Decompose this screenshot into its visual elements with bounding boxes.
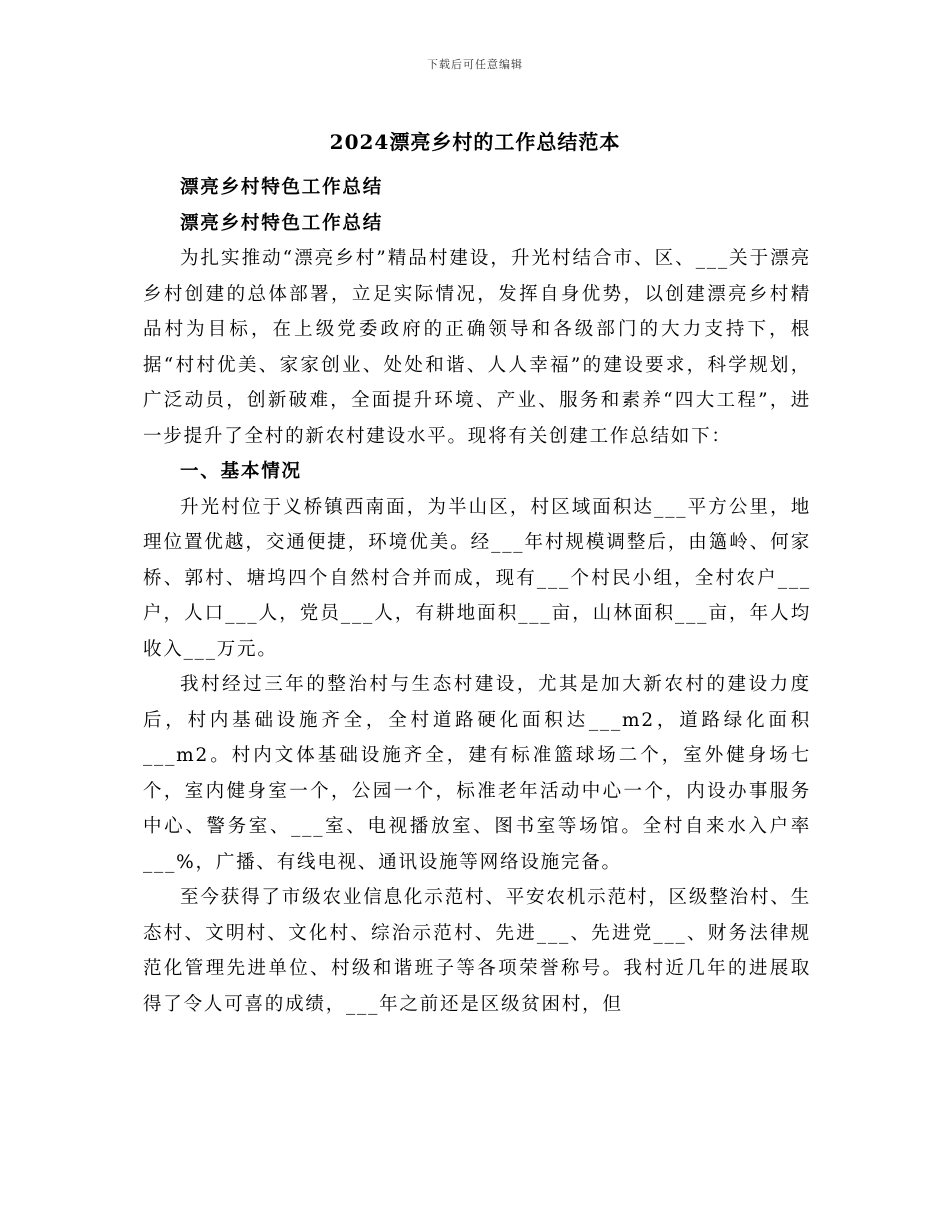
page-header-note: 下载后可任意编辑	[427, 58, 523, 71]
paragraph-infrastructure: 我村经过三年的整治村与生态村建设，尤其是加大新农村的建设力度后，村内基础设施齐全，全村道路硬化面积达___m2，道路绿化面积___m2。村内文体基础设施齐全，建有标准篮球场二个，室外健身场七个，室内健身室一个，公园一个，标准老年活动中心一个，内设办事服务中心、警务室、___室、电视播放室、图书室等场馆。全村自来水入户率___%，广播、有线电视、通讯设施等网络设施完备。	[143, 674, 811, 873]
subtitle-1: 漂亮乡村特色工作总结	[180, 177, 384, 198]
document-body	[143, 170, 811, 1022]
section-heading-basic-situation: 一、基本情况	[180, 461, 302, 482]
subtitle-2: 漂亮乡村特色工作总结	[180, 212, 384, 234]
paragraph-village-overview: 升光村位于义桥镇西南面，为半山区，村区域面积达___平方公里，地理位置优越，交通便捷，环境优美。经___年村规模调整后，由簻岭、何家桥、郭村、塘坞四个自然村合并而成，现有___个村民小组，全村农户___户，人口___人，党员___人，有耕地面积___亩，山林面积___亩，年人均收入___万元。	[143, 496, 811, 660]
document-title: 2024漂亮乡村的工作总结范本	[329, 130, 621, 154]
paragraph-honors: 至今获得了市级农业信息化示范村、平安农机示范村，区级整治村、生态村、文明村、文化村、综治示范村、先进___、先进党___、财务法律规范化管理先进单位、村级和谐班子等各项荣誉称号。我村近几年的进展取得了令人可喜的成绩，___年之前还是区级贫困村，但	[143, 887, 811, 1015]
intro-paragraph: 为扎实推动“漂亮乡村”精品村建设，升光村结合市、区、___关于漂亮乡村创建的总体部署，立足实际情况，发挥自身优势，以创建漂亮乡村精品村为目标，在上级党委政府的正确领导和各级部门的大力支持下，根据“村村优美、家家创业、处处和谐、人人幸福”的建设要求，科学规划，广泛动员，创新破难，全面提升环境、产业、服务和素养“四大工程”，进一步提升了全村的新农村建设水平。现将有关创建工作总结如下：	[143, 248, 811, 447]
